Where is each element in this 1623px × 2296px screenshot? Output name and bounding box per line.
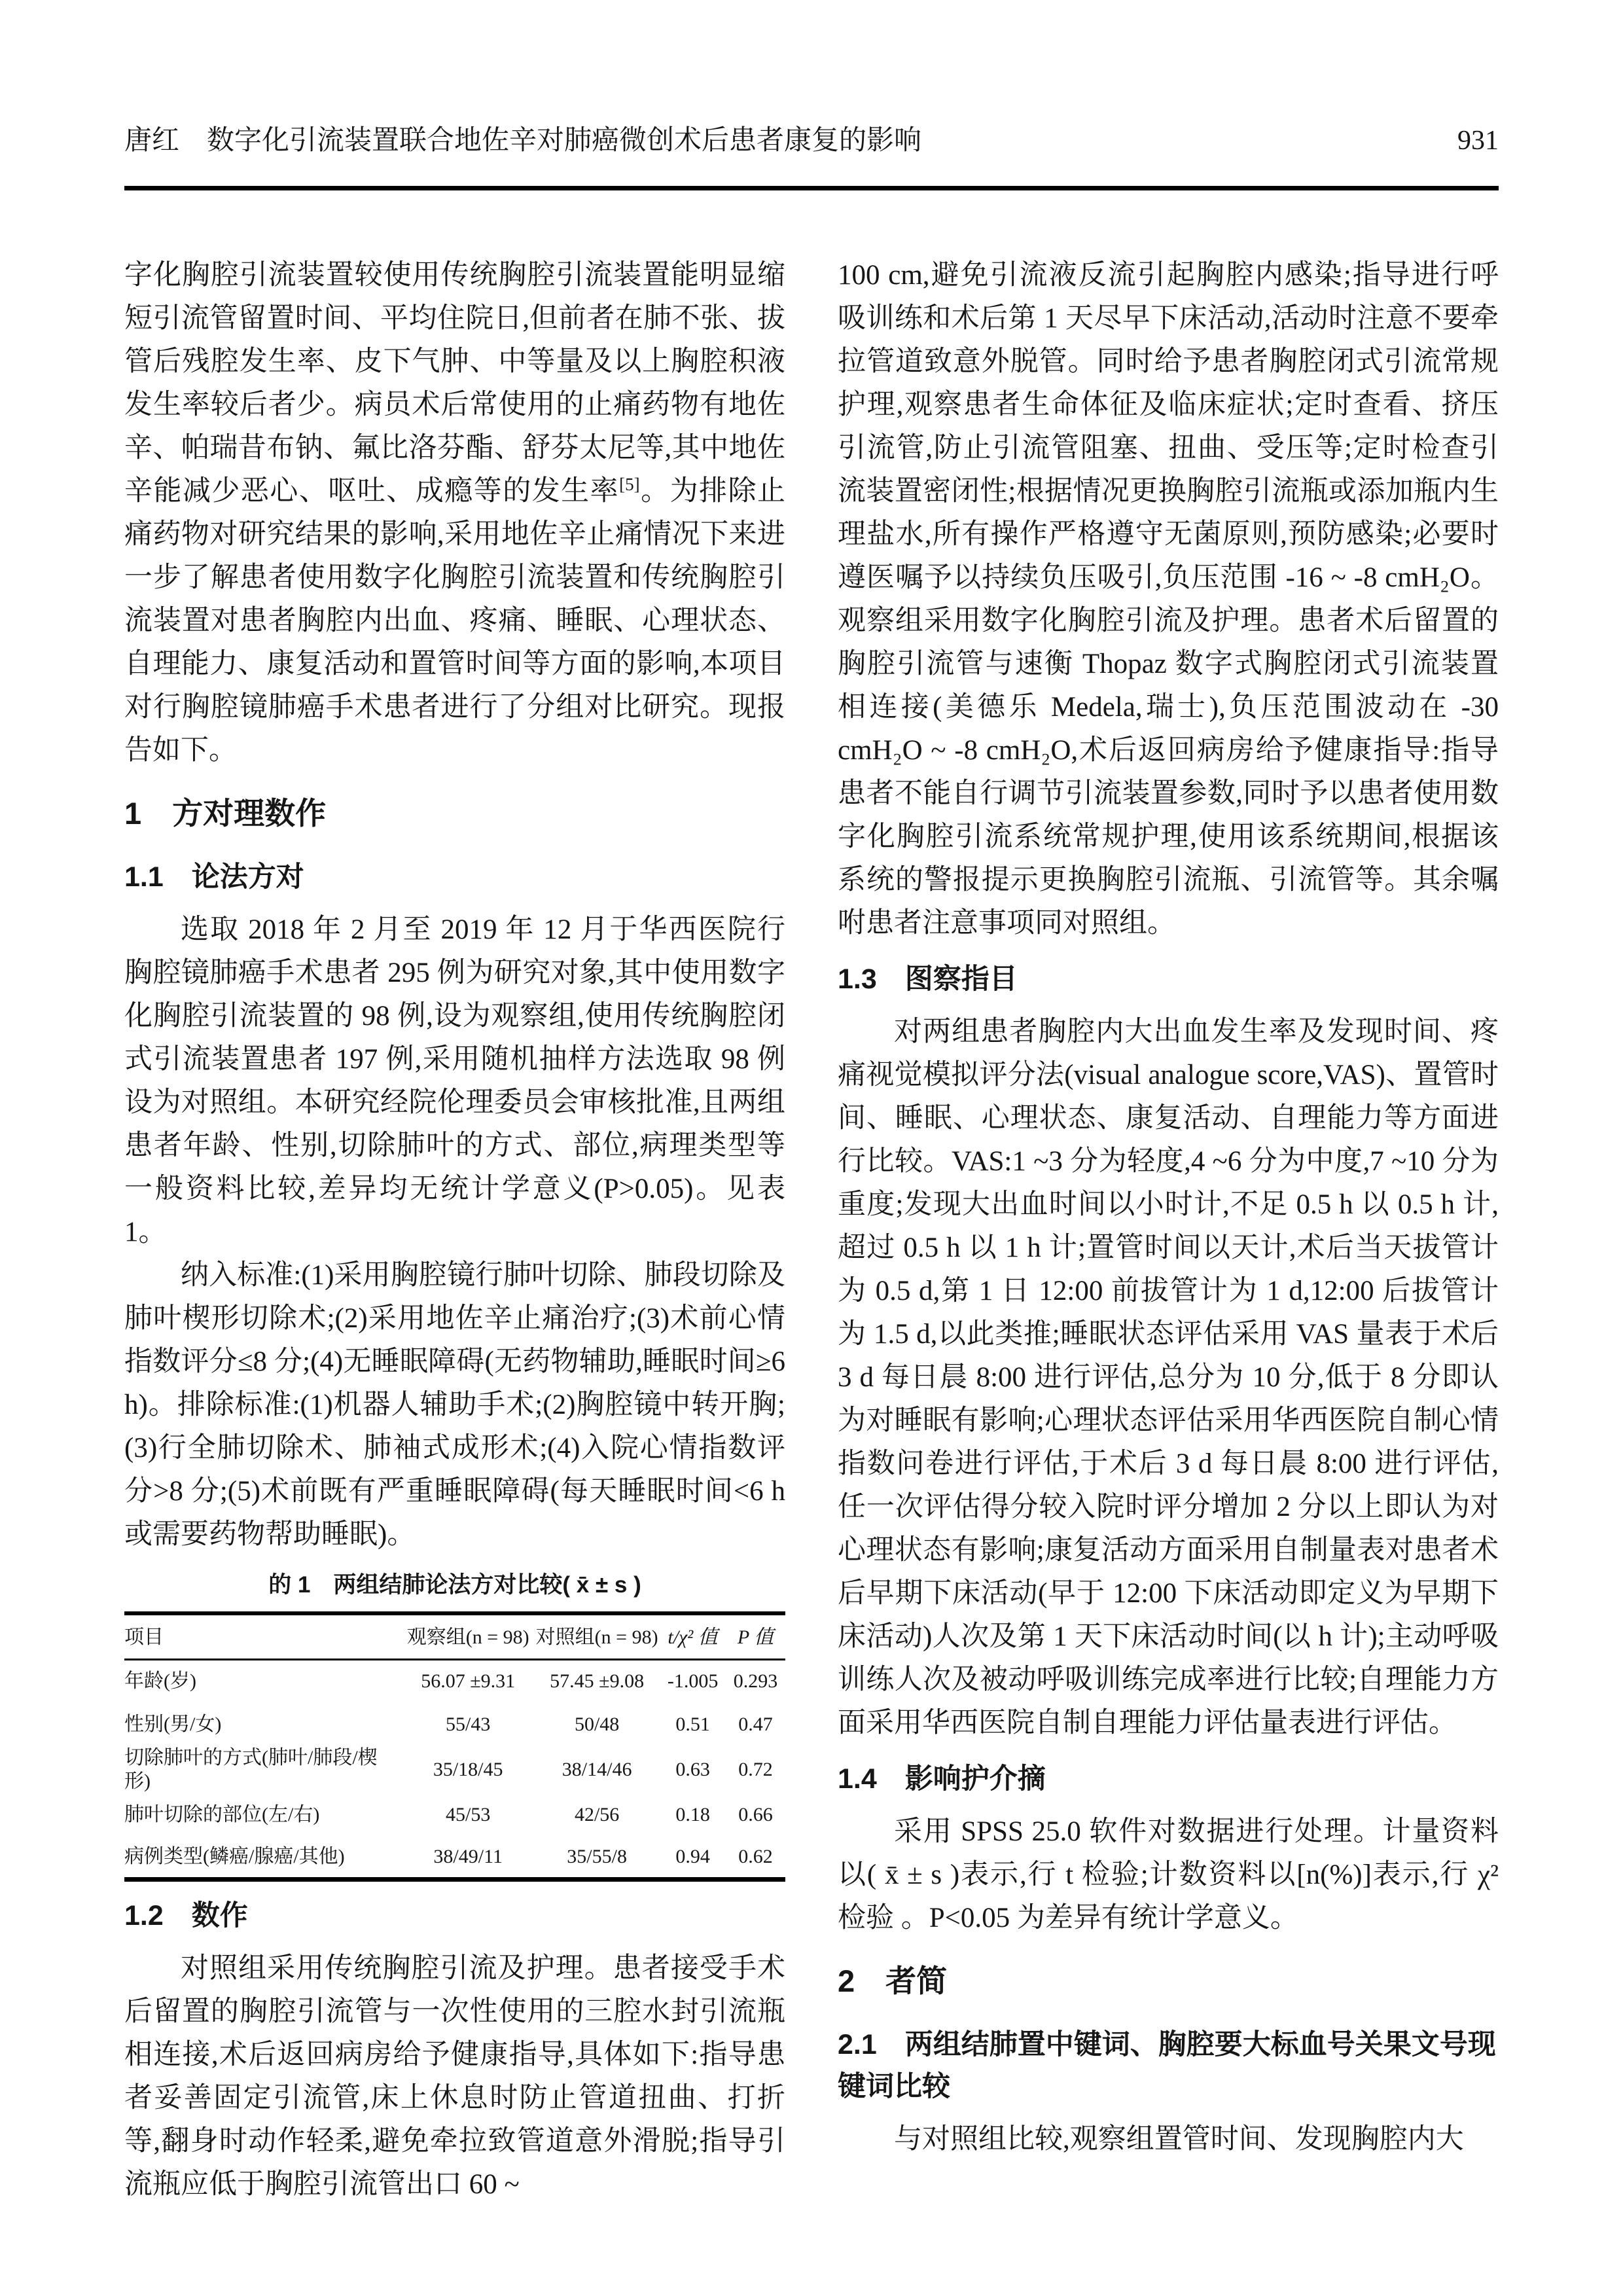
section-1-2-heading: 1.2 数作: [124, 1900, 248, 1931]
cell-statistic: 0.18: [675, 1803, 710, 1825]
section-1-3-heading: 1.3 图察指目: [838, 963, 1018, 995]
table-row: [124, 1793, 785, 1837]
row-label: 性别(男/女): [124, 1713, 222, 1735]
running-title: 唐红 数字化引流装置联合地佐辛对肺癌微创术后患者康复的影响: [124, 126, 922, 156]
running-head: [124, 124, 1499, 157]
cell-control: 42/56: [574, 1803, 620, 1825]
section-1-3-paragraph: 对两组患者胸腔内大出血发生率及发现时间、疼痛视觉模拟评分法(visual analogue score,VAS)、置管时间、睡眠、心理状态、康复活动、自理能力等方面进行比较。VAS:1 ~3 分为轻度,4 ~6 分为中度,7 ~10 分为重度;发现大出血时间以小时计,不足 0.5 h 以 0.5 h 计,超过 0.5 h 以 1 h 计;置管时间以天计,术后当天拔管计为 0.5 d,第 1 日 12:00 前拔管计为 1 d,12:00 后拔管计为 1.5 d,以此类推;睡眠状态评估采用 VAS 量表于术后 3 d 每日晨 8:00 进行评估,总分为 10 分,低于 8 分即认为对睡眠有影响;心理状态评估采用华西医院自制心情指数问卷进行评估,于术后 3 d 每日晨 8:00 进行评估,任一次评估得分较入院时评分增加 2 分以上即认为对心理状态有影响;康复活动方面采用自制量表对患者术后早期下床活动(早于 12:00 下床活动即定义为早期下床活动)人次及第 1 天下床活动时间(以 h 计);主动呼吸训练人次及被动呼吸训练完成率进行比较;自理能力方面采用华西医院自制自理能力评估量表进行评估。: [838, 1016, 1499, 1738]
table-header-control: 对照组(n = 98): [534, 1613, 660, 1660]
table-header-observe: 观察组(n = 98): [402, 1613, 534, 1660]
intro-text: 字化胸腔引流装置较使用传统胸腔引流装置能明显缩短引流管留置时间、平均住院日,但前者在肺不张、拔管后残腔发生率、皮下气肿、中等量及以上胸腔积液发生率较后者少。病员术后常使用的止痛药物有地佐辛、帕瑞昔布钠、氟比洛芬酯、舒芬太尼等,其中地佐辛能减少恶心、呕吐、成瘾等的发生率: [124, 260, 785, 507]
intro-text-cont: 。为排除止痛药物对研究结果的影响,采用地佐辛止痛情况下来进一步了解患者使用数字化胸腔引流装置和传统胸腔引流装置对患者胸腔内出血、疼痛、睡眠、心理状态、自理能力、康复活动和置管时间等方面的影响,本项目对行胸腔镜肺癌手术患者进行了分组对比研究。现报告如下。: [124, 476, 786, 766]
header-rule: [124, 186, 1499, 190]
section-1-1-paragraph-2: 纳入标准:(1)采用胸腔镜行肺叶切除、肺段切除及肺叶楔形切除术;(2)采用地佐辛止痛治疗;(3)术前心情指数评分≤8 分;(4)无睡眠障碍(无药物辅助,睡眠时间≥6 h)。排除标准:(1)机器人辅助手术;(2)胸腔镜中转开胸;(3)行全肺切除术、肺袖式成形术;(4)入院心情指数评分>8 分;(5)术前既有严重睡眠障碍(每天睡眠时间<6 h 或需要药物帮助睡眠)。: [124, 1260, 785, 1550]
cell-statistic: 0.63: [675, 1758, 710, 1780]
row-label: 肺叶切除的部位(左/右): [124, 1803, 320, 1825]
table-row: [124, 1837, 785, 1880]
cell-observe: 38/49/11: [433, 1845, 503, 1867]
row-label: 病例类型(鳞癌/腺癌/其他): [124, 1845, 345, 1867]
section-2-1-heading: 2.1 两组结肺置中键词、胸腔要大标血号关果文号现键词比较: [838, 2029, 1496, 2102]
table-header-item: 项目: [124, 1613, 402, 1660]
cell-statistic: 0.51: [675, 1713, 710, 1735]
left-column: [124, 254, 785, 2206]
citation-5: [5]: [619, 475, 640, 495]
cell-pvalue: 0.66: [738, 1803, 773, 1825]
section-1-heading: 1 方对理数作: [124, 796, 327, 831]
cell-statistic: 0.94: [675, 1845, 710, 1867]
cell-pvalue: 0.293: [733, 1670, 778, 1693]
table-header-pvalue: P 值: [726, 1613, 785, 1660]
page-number: 931: [1457, 126, 1499, 156]
table-row: [124, 1660, 785, 1703]
table-row: [124, 1703, 785, 1746]
cell-statistic: -1.005: [667, 1670, 719, 1693]
cell-observe: 56.07 ±9.31: [421, 1670, 516, 1693]
section-1-1-heading: 1.1 论法方对: [124, 861, 304, 893]
section-1-1-paragraph-1: 选取 2018 年 2 月至 2019 年 12 月于华西医院行胸腔镜肺癌手术患者 295 例为研究对象,其中使用数字化胸腔引流装置的 98 例,设为观察组,使用传统胸腔闭式引流装置患者 197 例,采用随机抽样方法选取 98 例设为对照组。本研究经院伦理委员会审核批准,且两组患者年龄、性别,切除肺叶的方式、部位,病理类型等一般资料比较,差异均无统计学意义(P>0.05)。见表 1。: [124, 914, 785, 1247]
cell-pvalue: 0.62: [738, 1845, 773, 1867]
section-1-2-paragraph-continued: 100 cm,避免引流液反流引起胸腔内感染;指导进行呼吸训练和术后第 1 天尽早下床活动,活动时注意不要牵拉管道致意外脱管。同时给予患者胸腔闭式引流常规护理,观察患者生命体征及临床症状;定时查看、挤压引流管,防止引流管阻塞、扭曲、受压等;定时检查引流装置密闭性;根据情况更换胸腔引流瓶或添加瓶内生理盐水,所有操作严格遵守无菌原则,预防感染;必要时遵医嘱予以持续负压吸引,负压范围 -16 ~ -8 cmH₂O。 观察组采用数字化胸腔引流及护理。患者术后留置的胸腔引流管与速衡 Thopaz 数字式胸腔闭式引流装置相连接(美德乐 Medela,瑞士),负压范围波动在 -30 cmH₂O ~ -8 cmH₂O,术后返回病房给予健康指导:指导患者不能自行调节引流装置参数,同时予以患者使用数字化胸腔引流系统常规护理,使用该系统期间,根据该系统的警报提示更换胸腔引流瓶、引流管等。其余嘱咐患者注意事项同对照组。: [838, 260, 1499, 939]
table-row: [124, 1746, 785, 1793]
cell-observe: 35/18/45: [433, 1758, 503, 1780]
row-label: 年龄(岁): [124, 1670, 196, 1693]
cell-observe: 45/53: [446, 1803, 491, 1825]
intro-paragraph: [124, 254, 785, 772]
cell-control: 50/48: [574, 1713, 620, 1735]
table-header-statistic: t/χ² 值: [660, 1613, 726, 1660]
row-label: 切除肺叶的方式(肺叶/肺段/楔形): [124, 1746, 378, 1792]
cell-observe: 55/43: [446, 1713, 491, 1735]
section-2-1-paragraph: 与对照组比较,观察组置管时间、发现胸腔内大: [894, 2124, 1464, 2155]
table-1: [124, 1611, 785, 1882]
cell-pvalue: 0.47: [738, 1713, 773, 1735]
right-column: [838, 254, 1499, 2161]
cell-pvalue: 0.72: [738, 1758, 773, 1780]
section-1-2-paragraph: 对照组采用传统胸腔引流及护理。患者接受手术后留置的胸腔引流管与一次性使用的三腔水封引流瓶相连接,术后返回病房给予健康指导,具体如下:指导患者妥善固定引流管,床上休息时防止管道扭曲、打折等,翻身时动作轻柔,避免牵拉致管道意外滑脱;指导引流瓶应低于胸腔引流管出口 60 ~: [124, 1953, 785, 2200]
section-2-heading: 2 者简: [838, 1964, 948, 1998]
table-1-title: 的 1 两组结肺论法方对比较( x̄ ± s ): [268, 1572, 641, 1598]
section-1-4-paragraph: 采用 SPSS 25.0 软件对数据进行处理。计量资料以( x̄ ± s )表示,行 t 检验;计数资料以[n(%)]表示,行 χ² 检验 。P<0.05 为差异有统计学意义。: [838, 1816, 1499, 1933]
cell-control: 38/14/46: [562, 1758, 632, 1780]
cell-control: 35/55/8: [567, 1845, 627, 1867]
cell-control: 57.45 ±9.08: [550, 1670, 645, 1693]
section-1-4-heading: 1.4 影响护介摘: [838, 1763, 1046, 1795]
table-1-header-row: [124, 1613, 785, 1660]
